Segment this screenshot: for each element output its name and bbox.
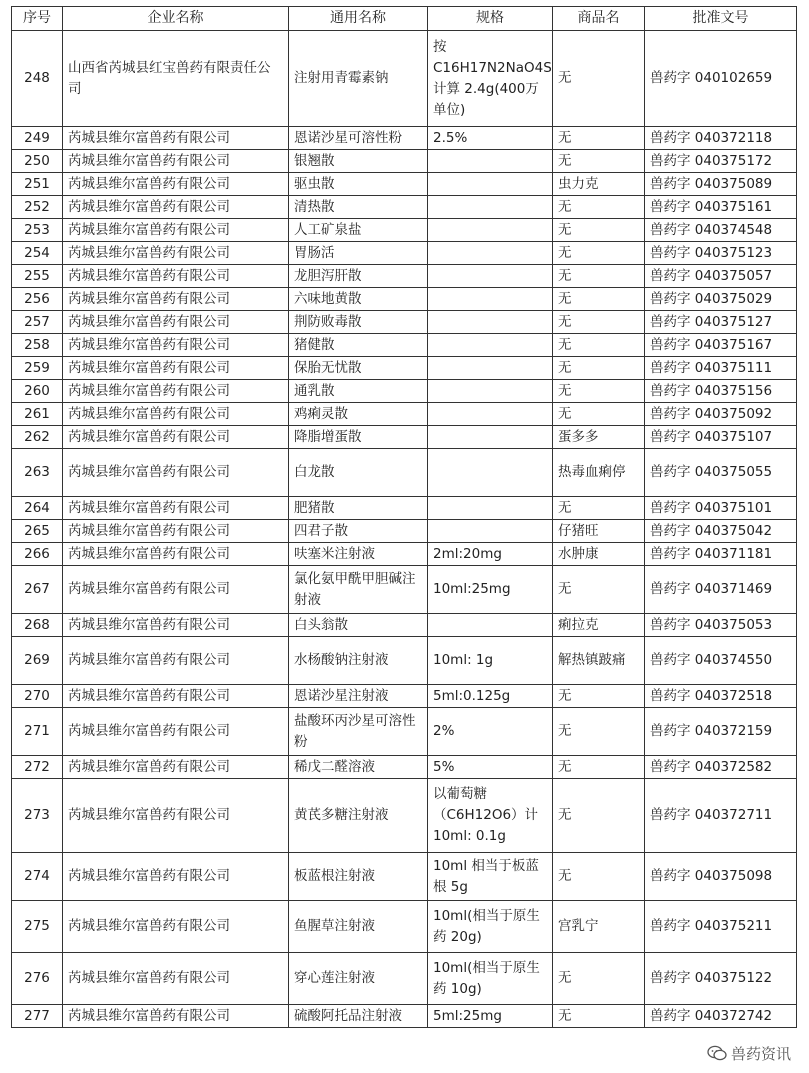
trade-name: 无 [553, 756, 645, 779]
row-number: 263 [12, 449, 63, 497]
table-row [12, 543, 797, 566]
approval-number: 兽药字 040375092 [645, 403, 797, 426]
trade-name: 无 [553, 380, 645, 403]
company-name: 芮城县维尔富兽药有限公司 [63, 173, 289, 196]
table-row [12, 449, 797, 497]
approval-number: 兽药字 040372518 [645, 685, 797, 708]
row-number: 262 [12, 426, 63, 449]
table-row [12, 426, 797, 449]
company-name: 芮城县维尔富兽药有限公司 [63, 288, 289, 311]
trade-name: 无 [553, 334, 645, 357]
specification [428, 196, 553, 219]
specification [428, 357, 553, 380]
specification: 10ml(相当于原生药 10g) [428, 953, 553, 1005]
generic-name: 氯化氨甲酰甲胆碱注射液 [289, 566, 428, 614]
table-row [12, 637, 797, 685]
company-name: 芮城县维尔富兽药有限公司 [63, 756, 289, 779]
specification [428, 520, 553, 543]
approval-number: 兽药字 040371469 [645, 566, 797, 614]
row-number: 265 [12, 520, 63, 543]
generic-name: 水杨酸钠注射液 [289, 637, 428, 685]
generic-name: 呋塞米注射液 [289, 543, 428, 566]
column-header: 批准文号 [645, 7, 797, 31]
row-number: 259 [12, 357, 63, 380]
approval-number: 兽药字 040374550 [645, 637, 797, 685]
trade-name: 无 [553, 1005, 645, 1028]
trade-name: 仔猪旺 [553, 520, 645, 543]
row-number: 260 [12, 380, 63, 403]
generic-name: 白龙散 [289, 449, 428, 497]
specification [428, 497, 553, 520]
row-number: 276 [12, 953, 63, 1005]
specification [428, 173, 553, 196]
row-number: 252 [12, 196, 63, 219]
specification: 2% [428, 708, 553, 756]
company-name: 芮城县维尔富兽药有限公司 [63, 334, 289, 357]
generic-name: 黄芪多糖注射液 [289, 779, 428, 853]
approval-number: 兽药字 040375098 [645, 853, 797, 901]
approval-number: 兽药字 040375029 [645, 288, 797, 311]
company-name: 芮城县维尔富兽药有限公司 [63, 520, 289, 543]
trade-name: 无 [553, 288, 645, 311]
wechat-icon [707, 1045, 727, 1062]
company-name: 山西省芮城县红宝兽药有限责任公司 [63, 31, 289, 127]
approval-number: 兽药字 040372742 [645, 1005, 797, 1028]
approval-number: 兽药字 040375055 [645, 449, 797, 497]
trade-name: 无 [553, 566, 645, 614]
table-row [12, 901, 797, 953]
trade-name: 解热镇跛痛 [553, 637, 645, 685]
trade-name: 无 [553, 953, 645, 1005]
row-number: 258 [12, 334, 63, 357]
approval-number: 兽药字 040375167 [645, 334, 797, 357]
column-header: 企业名称 [63, 7, 289, 31]
column-header: 序号 [12, 7, 63, 31]
approval-number: 兽药字 040375111 [645, 357, 797, 380]
table-row [12, 779, 797, 853]
specification [428, 403, 553, 426]
approval-number: 兽药字 040375101 [645, 497, 797, 520]
table-row [12, 853, 797, 901]
table-row [12, 334, 797, 357]
specification [428, 265, 553, 288]
generic-name: 人工矿泉盐 [289, 219, 428, 242]
trade-name: 蛋多多 [553, 426, 645, 449]
company-name: 芮城县维尔富兽药有限公司 [63, 357, 289, 380]
approval-number: 兽药字 040375089 [645, 173, 797, 196]
company-name: 芮城县维尔富兽药有限公司 [63, 708, 289, 756]
specification: 10ml: 1g [428, 637, 553, 685]
generic-name: 恩诺沙星注射液 [289, 685, 428, 708]
row-number: 271 [12, 708, 63, 756]
company-name: 芮城县维尔富兽药有限公司 [63, 127, 289, 150]
generic-name: 荆防败毒散 [289, 311, 428, 334]
trade-name: 无 [553, 265, 645, 288]
company-name: 芮城县维尔富兽药有限公司 [63, 380, 289, 403]
generic-name: 胃肠活 [289, 242, 428, 265]
trade-name: 无 [553, 242, 645, 265]
specification [428, 219, 553, 242]
table-row [12, 31, 797, 127]
row-number: 269 [12, 637, 63, 685]
table-row [12, 708, 797, 756]
table-row [12, 150, 797, 173]
approval-number: 兽药字 040372159 [645, 708, 797, 756]
trade-name: 无 [553, 219, 645, 242]
approval-number: 兽药字 040375123 [645, 242, 797, 265]
table-row [12, 173, 797, 196]
specification: 2.5% [428, 127, 553, 150]
row-number: 256 [12, 288, 63, 311]
specification [428, 150, 553, 173]
table-row [12, 357, 797, 380]
row-number: 250 [12, 150, 63, 173]
specification [428, 380, 553, 403]
company-name: 芮城县维尔富兽药有限公司 [63, 566, 289, 614]
table-row [12, 520, 797, 543]
approval-number: 兽药字 040375057 [645, 265, 797, 288]
specification: 10ml:25mg [428, 566, 553, 614]
specification [428, 614, 553, 637]
specification [428, 426, 553, 449]
generic-name: 肥猪散 [289, 497, 428, 520]
company-name: 芮城县维尔富兽药有限公司 [63, 219, 289, 242]
generic-name: 龙胆泻肝散 [289, 265, 428, 288]
generic-name: 板蓝根注射液 [289, 853, 428, 901]
row-number: 272 [12, 756, 63, 779]
trade-name: 热毒血痢停 [553, 449, 645, 497]
table-row [12, 196, 797, 219]
row-number: 251 [12, 173, 63, 196]
trade-name: 宫乳宁 [553, 901, 645, 953]
row-number: 253 [12, 219, 63, 242]
approval-number: 兽药字 040371181 [645, 543, 797, 566]
approval-number: 兽药字 040375172 [645, 150, 797, 173]
company-name: 芮城县维尔富兽药有限公司 [63, 685, 289, 708]
specification [428, 242, 553, 265]
company-name: 芮城县维尔富兽药有限公司 [63, 953, 289, 1005]
watermark [703, 1042, 795, 1065]
approval-number: 兽药字 040375042 [645, 520, 797, 543]
trade-name: 无 [553, 31, 645, 127]
company-name: 芮城县维尔富兽药有限公司 [63, 311, 289, 334]
company-name: 芮城县维尔富兽药有限公司 [63, 426, 289, 449]
generic-name: 白头翁散 [289, 614, 428, 637]
company-name: 芮城县维尔富兽药有限公司 [63, 614, 289, 637]
generic-name: 硫酸阿托品注射液 [289, 1005, 428, 1028]
trade-name: 无 [553, 685, 645, 708]
column-header: 通用名称 [289, 7, 428, 31]
row-number: 274 [12, 853, 63, 901]
company-name: 芮城县维尔富兽药有限公司 [63, 449, 289, 497]
company-name: 芮城县维尔富兽药有限公司 [63, 901, 289, 953]
trade-name: 痢拉克 [553, 614, 645, 637]
company-name: 芮城县维尔富兽药有限公司 [63, 779, 289, 853]
table-row [12, 685, 797, 708]
table-row [12, 127, 797, 150]
table-row [12, 497, 797, 520]
table-row [12, 265, 797, 288]
generic-name: 恩诺沙星可溶性粉 [289, 127, 428, 150]
table-row [12, 219, 797, 242]
specification [428, 334, 553, 357]
company-name: 芮城县维尔富兽药有限公司 [63, 242, 289, 265]
table-row [12, 614, 797, 637]
row-number: 248 [12, 31, 63, 127]
company-name: 芮城县维尔富兽药有限公司 [63, 637, 289, 685]
approval-number: 兽药字 040375127 [645, 311, 797, 334]
approval-number: 兽药字 040372118 [645, 127, 797, 150]
specification: 按C16H17N2NaO4S计算 2.4g(400万单位) [428, 31, 553, 127]
trade-name: 无 [553, 497, 645, 520]
approval-table [11, 6, 797, 1028]
row-number: 275 [12, 901, 63, 953]
trade-name: 虫力克 [553, 173, 645, 196]
approval-number: 兽药字 040102659 [645, 31, 797, 127]
generic-name: 六味地黄散 [289, 288, 428, 311]
table-row [12, 756, 797, 779]
specification [428, 449, 553, 497]
generic-name: 稀戊二醛溶液 [289, 756, 428, 779]
approval-number: 兽药字 040375211 [645, 901, 797, 953]
watermark-text: 兽药资讯 [730, 1045, 791, 1063]
trade-name: 无 [553, 311, 645, 334]
generic-name: 穿心莲注射液 [289, 953, 428, 1005]
generic-name: 鸡痢灵散 [289, 403, 428, 426]
trade-name: 无 [553, 357, 645, 380]
approval-number: 兽药字 040374548 [645, 219, 797, 242]
row-number: 270 [12, 685, 63, 708]
column-header: 商品名 [553, 7, 645, 31]
specification: 以葡萄糖（C6H12O6）计10ml: 0.1g [428, 779, 553, 853]
company-name: 芮城县维尔富兽药有限公司 [63, 853, 289, 901]
row-number: 257 [12, 311, 63, 334]
row-number: 255 [12, 265, 63, 288]
table-row [12, 288, 797, 311]
approval-number: 兽药字 040375156 [645, 380, 797, 403]
row-number: 264 [12, 497, 63, 520]
row-number: 249 [12, 127, 63, 150]
table-header-row [12, 7, 797, 31]
specification: 2ml:20mg [428, 543, 553, 566]
generic-name: 盐酸环丙沙星可溶性粉 [289, 708, 428, 756]
generic-name: 注射用青霉素钠 [289, 31, 428, 127]
table-row [12, 242, 797, 265]
column-header: 规格 [428, 7, 553, 31]
specification: 5ml:25mg [428, 1005, 553, 1028]
specification: 10ml 相当于板蓝根 5g [428, 853, 553, 901]
approval-number: 兽药字 040372582 [645, 756, 797, 779]
row-number: 266 [12, 543, 63, 566]
table-row [12, 311, 797, 334]
approval-number: 兽药字 040375107 [645, 426, 797, 449]
trade-name: 水肿康 [553, 543, 645, 566]
generic-name: 降脂增蛋散 [289, 426, 428, 449]
trade-name: 无 [553, 403, 645, 426]
generic-name: 银翘散 [289, 150, 428, 173]
generic-name: 通乳散 [289, 380, 428, 403]
specification: 10ml(相当于原生药 20g) [428, 901, 553, 953]
table-row [12, 403, 797, 426]
table-row [12, 380, 797, 403]
table-row [12, 1005, 797, 1028]
approval-number: 兽药字 040372711 [645, 779, 797, 853]
approval-number: 兽药字 040375053 [645, 614, 797, 637]
trade-name: 无 [553, 779, 645, 853]
generic-name: 清热散 [289, 196, 428, 219]
row-number: 273 [12, 779, 63, 853]
generic-name: 四君子散 [289, 520, 428, 543]
row-number: 267 [12, 566, 63, 614]
company-name: 芮城县维尔富兽药有限公司 [63, 150, 289, 173]
row-number: 261 [12, 403, 63, 426]
generic-name: 鱼腥草注射液 [289, 901, 428, 953]
generic-name: 驱虫散 [289, 173, 428, 196]
table-body [12, 31, 797, 1028]
row-number: 268 [12, 614, 63, 637]
generic-name: 猪健散 [289, 334, 428, 357]
trade-name: 无 [553, 196, 645, 219]
specification [428, 311, 553, 334]
specification: 5% [428, 756, 553, 779]
generic-name: 保胎无忧散 [289, 357, 428, 380]
trade-name: 无 [553, 708, 645, 756]
trade-name: 无 [553, 853, 645, 901]
trade-name: 无 [553, 127, 645, 150]
company-name: 芮城县维尔富兽药有限公司 [63, 196, 289, 219]
approval-number: 兽药字 040375122 [645, 953, 797, 1005]
trade-name: 无 [553, 150, 645, 173]
specification [428, 288, 553, 311]
company-name: 芮城县维尔富兽药有限公司 [63, 543, 289, 566]
row-number: 277 [12, 1005, 63, 1028]
row-number: 254 [12, 242, 63, 265]
company-name: 芮城县维尔富兽药有限公司 [63, 403, 289, 426]
table-row [12, 566, 797, 614]
company-name: 芮城县维尔富兽药有限公司 [63, 497, 289, 520]
table-row [12, 953, 797, 1005]
specification: 5ml:0.125g [428, 685, 553, 708]
approval-number: 兽药字 040375161 [645, 196, 797, 219]
company-name: 芮城县维尔富兽药有限公司 [63, 265, 289, 288]
company-name: 芮城县维尔富兽药有限公司 [63, 1005, 289, 1028]
